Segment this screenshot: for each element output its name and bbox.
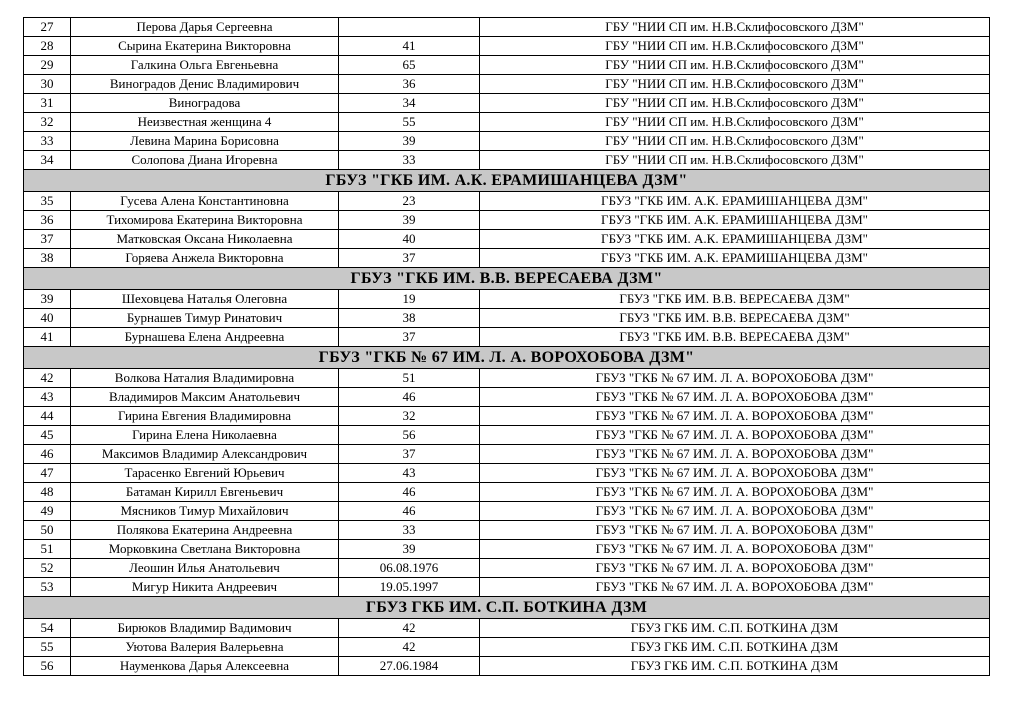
- row-number-cell: 47: [24, 464, 71, 483]
- person-name-cell: Мясников Тимур Михайлович: [71, 502, 339, 521]
- person-name-cell: Полякова Екатерина Андреевна: [71, 521, 339, 540]
- table-row: [24, 290, 990, 309]
- section-title: ГБУЗ "ГКБ № 67 ИМ. Л. А. ВОРОХОБОВА ДЗМ": [24, 347, 990, 369]
- age-or-dob-cell: 40: [339, 230, 480, 249]
- person-name-cell: Перова Дарья Сергеевна: [71, 18, 339, 37]
- organization-cell: ГБУЗ "ГКБ № 67 ИМ. Л. А. ВОРОХОБОВА ДЗМ": [480, 483, 990, 502]
- organization-cell: ГБУЗ "ГКБ ИМ. А.К. ЕРАМИШАНЦЕВА ДЗМ": [480, 230, 990, 249]
- organization-cell: ГБУЗ "ГКБ ИМ. А.К. ЕРАМИШАНЦЕВА ДЗМ": [480, 249, 990, 268]
- person-name-cell: Бирюков Владимир Вадимович: [71, 619, 339, 638]
- organization-cell: ГБУЗ "ГКБ № 67 ИМ. Л. А. ВОРОХОБОВА ДЗМ": [480, 388, 990, 407]
- person-name-cell: Матковская Оксана Николаевна: [71, 230, 339, 249]
- table-row: [24, 578, 990, 597]
- age-or-dob-cell: 56: [339, 426, 480, 445]
- table-row: [24, 328, 990, 347]
- age-or-dob-cell: 43: [339, 464, 480, 483]
- table-row: [24, 388, 990, 407]
- person-name-cell: Тихомирова Екатерина Викторовна: [71, 211, 339, 230]
- age-or-dob-cell: 55: [339, 113, 480, 132]
- organization-cell: ГБУЗ "ГКБ № 67 ИМ. Л. А. ВОРОХОБОВА ДЗМ": [480, 407, 990, 426]
- age-or-dob-cell: 34: [339, 94, 480, 113]
- person-name-cell: Уютова Валерия Валерьевна: [71, 638, 339, 657]
- person-name-cell: Леошин Илья Анатольевич: [71, 559, 339, 578]
- person-name-cell: Науменкова Дарья Алексеевна: [71, 657, 339, 676]
- row-number-cell: 37: [24, 230, 71, 249]
- organization-cell: ГБУ "НИИ СП им. Н.В.Склифосовского ДЗМ": [480, 75, 990, 94]
- age-or-dob-cell: 46: [339, 502, 480, 521]
- organization-cell: ГБУ "НИИ СП им. Н.В.Склифосовского ДЗМ": [480, 94, 990, 113]
- age-or-dob-cell: 33: [339, 521, 480, 540]
- organization-cell: ГБУЗ "ГКБ ИМ. В.В. ВЕРЕСАЕВА ДЗМ": [480, 309, 990, 328]
- person-name-cell: Гирина Елена Николаевна: [71, 426, 339, 445]
- organization-cell: ГБУЗ "ГКБ № 67 ИМ. Л. А. ВОРОХОБОВА ДЗМ": [480, 445, 990, 464]
- organization-cell: ГБУЗ ГКБ ИМ. С.П. БОТКИНА ДЗМ: [480, 638, 990, 657]
- table-row: [24, 540, 990, 559]
- section-title: ГБУЗ "ГКБ ИМ. А.К. ЕРАМИШАНЦЕВА ДЗМ": [24, 170, 990, 192]
- row-number-cell: 42: [24, 369, 71, 388]
- row-number-cell: 51: [24, 540, 71, 559]
- row-number-cell: 38: [24, 249, 71, 268]
- row-number-cell: 50: [24, 521, 71, 540]
- person-name-cell: Левина Марина Борисовна: [71, 132, 339, 151]
- person-name-cell: Солопова Диана Игоревна: [71, 151, 339, 170]
- age-or-dob-cell: 39: [339, 211, 480, 230]
- organization-cell: ГБУ "НИИ СП им. Н.В.Склифосовского ДЗМ": [480, 151, 990, 170]
- organization-cell: ГБУЗ "ГКБ № 67 ИМ. Л. А. ВОРОХОБОВА ДЗМ": [480, 369, 990, 388]
- section-header-row: [24, 268, 990, 290]
- patient-table: [23, 17, 990, 676]
- row-number-cell: 45: [24, 426, 71, 445]
- person-name-cell: Бурнашев Тимур Ринатович: [71, 309, 339, 328]
- table-row: [24, 521, 990, 540]
- table-row: [24, 426, 990, 445]
- row-number-cell: 34: [24, 151, 71, 170]
- table-row: [24, 94, 990, 113]
- age-or-dob-cell: 39: [339, 132, 480, 151]
- age-or-dob-cell: 37: [339, 328, 480, 347]
- table-row: [24, 619, 990, 638]
- person-name-cell: Галкина Ольга Евгеньевна: [71, 56, 339, 75]
- age-or-dob-cell: 23: [339, 192, 480, 211]
- organization-cell: ГБУЗ "ГКБ ИМ. В.В. ВЕРЕСАЕВА ДЗМ": [480, 290, 990, 309]
- table-row: [24, 502, 990, 521]
- organization-cell: ГБУЗ "ГКБ № 67 ИМ. Л. А. ВОРОХОБОВА ДЗМ": [480, 502, 990, 521]
- row-number-cell: 27: [24, 18, 71, 37]
- organization-cell: ГБУЗ "ГКБ № 67 ИМ. Л. А. ВОРОХОБОВА ДЗМ": [480, 426, 990, 445]
- organization-cell: ГБУ "НИИ СП им. Н.В.Склифосовского ДЗМ": [480, 56, 990, 75]
- age-or-dob-cell: 46: [339, 388, 480, 407]
- row-number-cell: 53: [24, 578, 71, 597]
- age-or-dob-cell: 27.06.1984: [339, 657, 480, 676]
- table-row: [24, 18, 990, 37]
- table-row: [24, 37, 990, 56]
- age-or-dob-cell: 33: [339, 151, 480, 170]
- person-name-cell: Владимиров Максим Анатольевич: [71, 388, 339, 407]
- person-name-cell: Сырина Екатерина Викторовна: [71, 37, 339, 56]
- age-or-dob-cell: 36: [339, 75, 480, 94]
- row-number-cell: 32: [24, 113, 71, 132]
- person-name-cell: Горяева Анжела Викторовна: [71, 249, 339, 268]
- table-row: [24, 192, 990, 211]
- age-or-dob-cell: 42: [339, 638, 480, 657]
- organization-cell: ГБУ "НИИ СП им. Н.В.Склифосовского ДЗМ": [480, 132, 990, 151]
- table-row: [24, 445, 990, 464]
- section-title: ГБУЗ ГКБ ИМ. С.П. БОТКИНА ДЗМ: [24, 597, 990, 619]
- organization-cell: ГБУ "НИИ СП им. Н.В.Склифосовского ДЗМ": [480, 37, 990, 56]
- age-or-dob-cell: 37: [339, 445, 480, 464]
- row-number-cell: 28: [24, 37, 71, 56]
- row-number-cell: 41: [24, 328, 71, 347]
- section-header-row: [24, 597, 990, 619]
- person-name-cell: Гусева Алена Константиновна: [71, 192, 339, 211]
- person-name-cell: Бурнашева Елена Андреевна: [71, 328, 339, 347]
- row-number-cell: 54: [24, 619, 71, 638]
- row-number-cell: 56: [24, 657, 71, 676]
- organization-cell: ГБУЗ "ГКБ № 67 ИМ. Л. А. ВОРОХОБОВА ДЗМ": [480, 578, 990, 597]
- table-row: [24, 657, 990, 676]
- row-number-cell: 40: [24, 309, 71, 328]
- table-row: [24, 369, 990, 388]
- person-name-cell: Виноградова: [71, 94, 339, 113]
- age-or-dob-cell: 51: [339, 369, 480, 388]
- organization-cell: ГБУЗ ГКБ ИМ. С.П. БОТКИНА ДЗМ: [480, 619, 990, 638]
- age-or-dob-cell: 41: [339, 37, 480, 56]
- row-number-cell: 44: [24, 407, 71, 426]
- age-or-dob-cell: 32: [339, 407, 480, 426]
- person-name-cell: Максимов Владимир Александрович: [71, 445, 339, 464]
- age-or-dob-cell: 46: [339, 483, 480, 502]
- row-number-cell: 30: [24, 75, 71, 94]
- age-or-dob-cell: 06.08.1976: [339, 559, 480, 578]
- age-or-dob-cell: 42: [339, 619, 480, 638]
- row-number-cell: 49: [24, 502, 71, 521]
- table-row: [24, 483, 990, 502]
- row-number-cell: 35: [24, 192, 71, 211]
- row-number-cell: 46: [24, 445, 71, 464]
- table-row: [24, 230, 990, 249]
- row-number-cell: 33: [24, 132, 71, 151]
- organization-cell: ГБУЗ "ГКБ № 67 ИМ. Л. А. ВОРОХОБОВА ДЗМ": [480, 559, 990, 578]
- age-or-dob-cell: [339, 18, 480, 37]
- age-or-dob-cell: 37: [339, 249, 480, 268]
- organization-cell: ГБУ "НИИ СП им. Н.В.Склифосовского ДЗМ": [480, 113, 990, 132]
- row-number-cell: 55: [24, 638, 71, 657]
- age-or-dob-cell: 38: [339, 309, 480, 328]
- table-row: [24, 132, 990, 151]
- section-title: ГБУЗ "ГКБ ИМ. В.В. ВЕРЕСАЕВА ДЗМ": [24, 268, 990, 290]
- row-number-cell: 43: [24, 388, 71, 407]
- person-name-cell: Неизвестная женщина 4: [71, 113, 339, 132]
- person-name-cell: Шеховцева Наталья Олеговна: [71, 290, 339, 309]
- table-row: [24, 211, 990, 230]
- table-row: [24, 407, 990, 426]
- table-row: [24, 151, 990, 170]
- organization-cell: ГБУЗ "ГКБ № 67 ИМ. Л. А. ВОРОХОБОВА ДЗМ": [480, 464, 990, 483]
- organization-cell: ГБУЗ "ГКБ ИМ. А.К. ЕРАМИШАНЦЕВА ДЗМ": [480, 211, 990, 230]
- person-name-cell: Мигур Никита Андреевич: [71, 578, 339, 597]
- table-row: [24, 464, 990, 483]
- table-body: [24, 18, 990, 676]
- person-name-cell: Тарасенко Евгений Юрьевич: [71, 464, 339, 483]
- organization-cell: ГБУЗ "ГКБ № 67 ИМ. Л. А. ВОРОХОБОВА ДЗМ": [480, 540, 990, 559]
- organization-cell: ГБУЗ ГКБ ИМ. С.П. БОТКИНА ДЗМ: [480, 657, 990, 676]
- age-or-dob-cell: 19.05.1997: [339, 578, 480, 597]
- organization-cell: ГБУЗ "ГКБ ИМ. А.К. ЕРАМИШАНЦЕВА ДЗМ": [480, 192, 990, 211]
- table-row: [24, 113, 990, 132]
- table-row: [24, 559, 990, 578]
- table-row: [24, 249, 990, 268]
- row-number-cell: 29: [24, 56, 71, 75]
- organization-cell: ГБУЗ "ГКБ № 67 ИМ. Л. А. ВОРОХОБОВА ДЗМ": [480, 521, 990, 540]
- person-name-cell: Батаман Кирилл Евгеньевич: [71, 483, 339, 502]
- organization-cell: ГБУ "НИИ СП им. Н.В.Склифосовского ДЗМ": [480, 18, 990, 37]
- table-row: [24, 56, 990, 75]
- table-row: [24, 638, 990, 657]
- person-name-cell: Морковкина Светлана Викторовна: [71, 540, 339, 559]
- person-name-cell: Гирина Евгения Владимировна: [71, 407, 339, 426]
- row-number-cell: 31: [24, 94, 71, 113]
- age-or-dob-cell: 19: [339, 290, 480, 309]
- person-name-cell: Волкова Наталия Владимировна: [71, 369, 339, 388]
- organization-cell: ГБУЗ "ГКБ ИМ. В.В. ВЕРЕСАЕВА ДЗМ": [480, 328, 990, 347]
- section-header-row: [24, 347, 990, 369]
- age-or-dob-cell: 39: [339, 540, 480, 559]
- table-row: [24, 309, 990, 328]
- person-name-cell: Виноградов Денис Владимирович: [71, 75, 339, 94]
- row-number-cell: 52: [24, 559, 71, 578]
- row-number-cell: 48: [24, 483, 71, 502]
- age-or-dob-cell: 65: [339, 56, 480, 75]
- row-number-cell: 36: [24, 211, 71, 230]
- section-header-row: [24, 170, 990, 192]
- table-row: [24, 75, 990, 94]
- row-number-cell: 39: [24, 290, 71, 309]
